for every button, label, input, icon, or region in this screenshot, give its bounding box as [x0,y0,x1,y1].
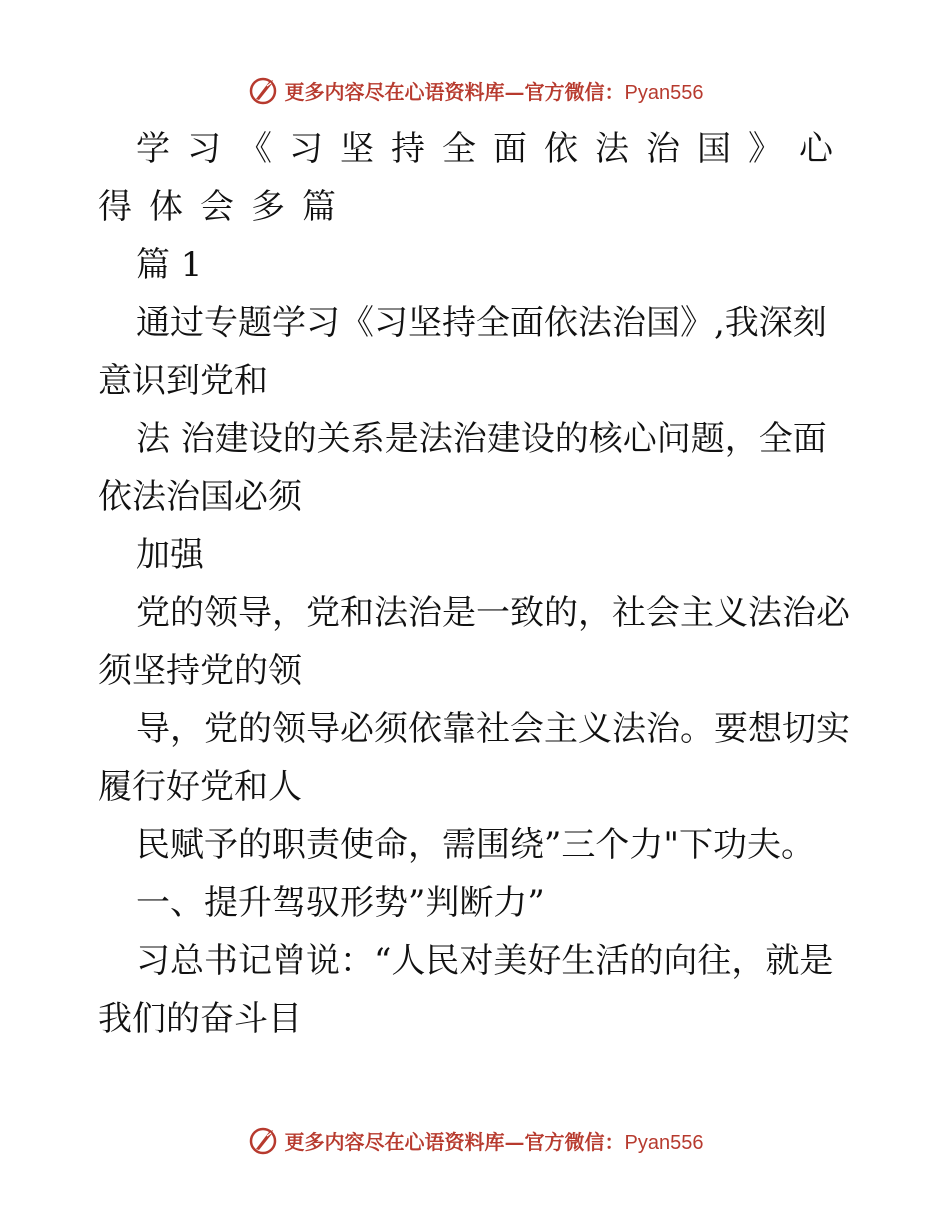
quill-logo-icon [247,1124,279,1156]
text-line: 导，党的领导必须依靠社会主义法治。要想切实 [136,709,850,749]
section-heading: 篇 1 [136,245,203,285]
watermark-text: 更多内容尽在心语资料库—官方微信：Pyan556 [284,79,704,104]
doc-title-line-1: 学习《习坚持全面依法治国》心 [136,129,850,169]
text-line: 通过专题学习《习坚持全面依法治国》,我深刻 [136,303,827,343]
text-line: 履行好党和人 [98,767,302,807]
text-line: 我们的奋斗目 [98,999,302,1039]
quill-logo-icon [247,74,279,106]
text-line: 加强 [136,535,204,575]
watermark-banner-bottom [0,1120,950,1160]
text-line: 意识到党和 [98,361,268,401]
text-line: 依法治国必须 [98,477,302,517]
watermark-banner-top [0,70,950,110]
text-line: 民赋予的职责使命，需围绕”三个力"下功夫。 [136,825,816,865]
doc-title-line-2: 得体会多篇 [98,187,353,227]
watermark-text: 更多内容尽在心语资料库—官方微信：Pyan556 [284,1129,704,1154]
text-line: 习总书记曾说：“人民对美好生活的向往，就是 [136,941,834,981]
paragraph-lines [98,294,858,1048]
text-line: 党的领导，党和法治是一致的，社会主义法治必 [136,593,850,633]
text-line: 法 治建设的关系是法治建设的核心问题，全面 [136,419,827,459]
text-line: 须坚持党的领 [98,651,302,691]
document-body [98,120,858,1048]
text-line: 一、提升驾驭形势”判断力” [136,883,545,923]
